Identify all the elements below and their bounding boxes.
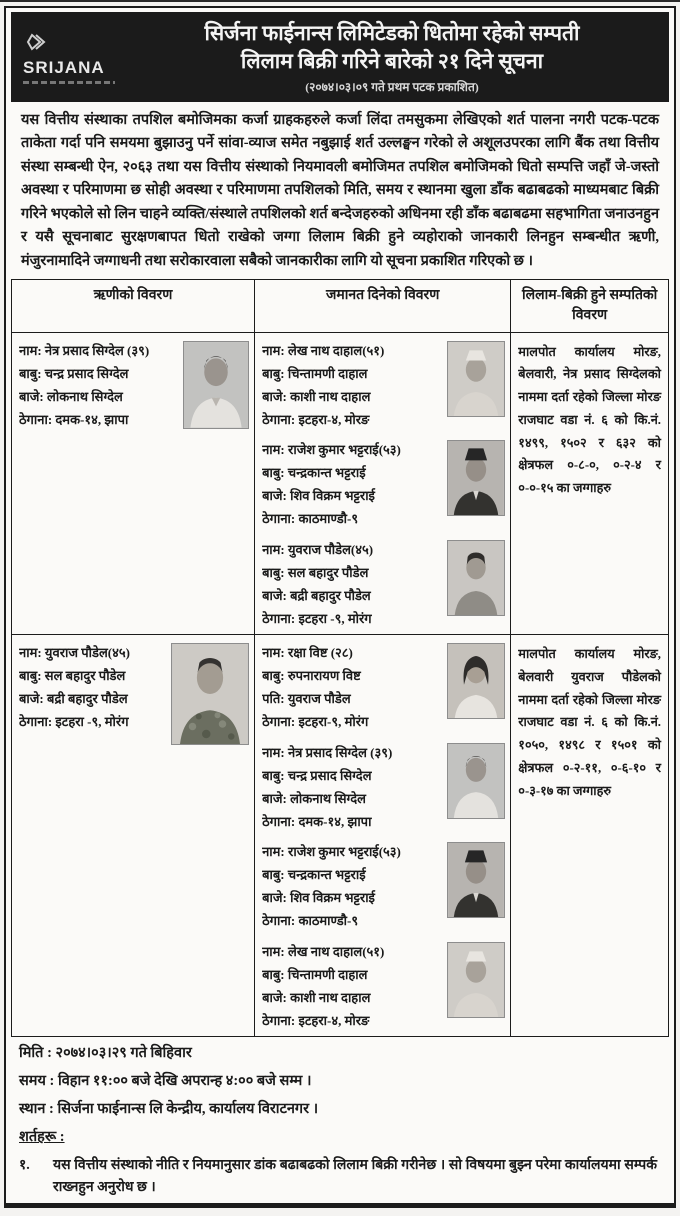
masthead bbox=[11, 12, 669, 102]
debtor-2 bbox=[19, 641, 249, 745]
person-father: बाबु: चन्द्रकान्त भट्टराई bbox=[262, 465, 366, 481]
conditions-label: शर्तहरू : bbox=[19, 1129, 65, 1146]
logo-wordmark: SRIJANA bbox=[23, 57, 105, 77]
debtor-cell-2 bbox=[12, 635, 255, 1037]
person-father: बाबु: चन्द्र प्रसाद सिग्देल bbox=[19, 365, 129, 381]
person-address: ठेगाना: इटहरा -९, मोरंग bbox=[19, 714, 129, 730]
guarantor-2-3-photo bbox=[447, 842, 505, 918]
srijana-knot-icon bbox=[25, 31, 51, 58]
debtor-1-photo bbox=[183, 341, 249, 429]
table-row bbox=[12, 635, 669, 1037]
person-father: बाबु: चिन्तामणी दाहाल bbox=[262, 365, 368, 381]
person-address: ठेगाना: इटहरा-४, मोरङ bbox=[262, 1012, 370, 1028]
person-father: बाबु: रुपनारायण विष्ट bbox=[262, 668, 361, 684]
person-name: नाम: युवराज पौडेल(४५) bbox=[19, 645, 130, 661]
person-address: ठेगाना: इटहरा-४, मोरङ bbox=[262, 411, 370, 427]
person-father: बाबु: सल बहादुर पौडेल bbox=[19, 668, 126, 684]
auction-date: मिति : २०७४।०३।२९ गते बिहिवार bbox=[19, 1045, 192, 1062]
person-husband: पति: युवराज पौडेल bbox=[262, 691, 351, 707]
guarantor-1-2 bbox=[262, 438, 505, 531]
col-header-property: लिलाम-बिक्री हुने सम्पतिको विवरण bbox=[511, 280, 669, 332]
guarantor-1-3 bbox=[262, 538, 505, 631]
person-grandfather: बाजे: लोकनाथ सिग्देल bbox=[19, 388, 123, 404]
person-name: नाम: राजेश कुमार भट्टराई(५३) bbox=[262, 442, 401, 458]
scan-edge-line bbox=[0, 0, 680, 2]
guarantor-cell-1 bbox=[255, 332, 511, 635]
person-name: नाम: युवराज पौडेल(४५) bbox=[262, 541, 374, 557]
person-grandfather: बाजे: काशी नाथ दाहाल bbox=[262, 989, 371, 1005]
person-address: ठेगाना: काठमाण्डौ-९ bbox=[262, 511, 359, 527]
person-name: नाम: लेख नाथ दाहाल(५१) bbox=[262, 943, 385, 959]
auction-place: स्थान : सिर्जना फाईनान्स लि केन्द्रीय, कार्यालय विराटनगर । bbox=[19, 1101, 319, 1118]
person-father: बाबु: चन्द्रकान्त भट्टराई bbox=[262, 867, 366, 883]
person-name: नाम: लेख नाथ दाहाल(५१) bbox=[262, 342, 385, 358]
property-description: मालपोत कार्यालय मोरङ, बेलवारी, नेत्र प्रसाद सिग्देलको नाममा दर्ता रहेको जिल्ला मोरङ राजघाट वडा नं. ६ को कि.नं. १४९९, १५०२ र ६३२ को क्षेत्रफल ०-८-०, ०-२-४ र ०-०-१५ का जग्गाहरु bbox=[518, 344, 661, 496]
guarantor-2-4 bbox=[262, 940, 505, 1033]
person-address: ठेगाना: दमक-१४, झापा bbox=[262, 813, 372, 829]
person-grandfather: बाजे: लोकनाथ सिग्देल bbox=[262, 790, 366, 806]
person-name: नाम: नेत्र प्रसाद सिग्देल (३९) bbox=[19, 342, 150, 358]
col-header-debtor: ऋणीको विवरण bbox=[12, 280, 255, 332]
auction-table bbox=[11, 279, 669, 1037]
intro-paragraph: यस वित्तीय संस्थाका तपशिल बमोजिमका कर्जा ग्राहकहरुले कर्जा लिंदा तमसुकमा लेखिएको शर्त पालना नगरी पटक-पटक ताकेता गर्दा पनि समयमा बुझाउनु पर्ने सांवा-व्याज समेत नबुझाई शर्त उल्लङ्घन गरेको ले अशूलउपरका लागि बैंक तथा वित्तीय संस्था सम्बन्धी ऐन, २०६३ तथा यस वित्तीय संस्थाको नियमावली बमोजिमत तपशिल बमोजिमको धितो सम्पत्ति जहाँ जे-जस्तो अवस्था र परिमाणमा छ सोही अवस्था र परिमाणमा तपशिलको मिति, समय र स्थानमा खुला डाँक बढाबढको माध्यमबाट बिक्री गरिने भएकोले सो लिन चाहने व्यक्ति/संस्थाले तपशिलको शर्त बन्देजहरुको अधिनमा रही डाँक बढाबढमा सहभागिता जनाउनहुन र यसै सूचनाबाट सुरक्षणबापत धितो राखेको जग्गा लिलाम बिक्री हुने व्यहोराको जानकारी लिनहुन सम्बन्धीत ऋणी, मंजुरनामादिने जग्गाधनी तथा सरोकारवाला सबैको जानकारीका लागि यो सूचना प्रकाशित गरिएको छ । bbox=[21, 112, 659, 269]
person-address: ठेगाना: दमक-१४, झापा bbox=[19, 411, 129, 427]
guarantor-1-1-photo bbox=[447, 341, 505, 417]
person-grandfather: बाजे: काशी नाथ दाहाल bbox=[262, 388, 371, 404]
table-header-row bbox=[12, 280, 669, 332]
guarantor-2-2 bbox=[262, 741, 505, 834]
guarantor-2-4-photo bbox=[447, 942, 505, 1018]
person-address: ठेगाना: काठमाण्डौ-९ bbox=[262, 913, 359, 929]
person-grandfather: बाजे: बद्री बहादुर पौडेल bbox=[262, 587, 371, 603]
person-father: बाबु: सल बहादुर पौडेल bbox=[262, 564, 369, 580]
condition-item-1 bbox=[19, 1155, 661, 1198]
guarantor-2-3 bbox=[262, 840, 505, 933]
debtor-2-photo bbox=[171, 643, 249, 745]
person-name: नाम: नेत्र प्रसाद सिग्देल (३९) bbox=[262, 744, 393, 760]
guarantor-2-1-photo bbox=[447, 643, 505, 719]
person-address: ठेगाना: इटहरा -९, मोरंग bbox=[262, 610, 372, 626]
guarantor-1-3-photo bbox=[447, 540, 505, 616]
srijana-logo bbox=[23, 31, 127, 84]
debtor-cell-1 bbox=[12, 332, 255, 635]
logo-tagline-rule bbox=[23, 81, 115, 84]
person-father: बाबु: चन्द्र प्रसाद सिग्देल bbox=[262, 767, 372, 783]
guarantor-cell-2 bbox=[255, 635, 511, 1037]
person-address: ठेगाना: इटहरा-९, मोरंग bbox=[262, 714, 369, 730]
table-row bbox=[12, 332, 669, 635]
notice-title-line1: सिर्जना फाईनान्स लिमिटेडको धितोमा रहेको सम्पती bbox=[204, 20, 580, 45]
person-father: बाबु: चिन्तामणी दाहाल bbox=[262, 966, 368, 982]
first-published-date: (२०७४।०३।०९ गते प्रथम पटक प्रकाशित) bbox=[305, 80, 479, 95]
property-cell-2 bbox=[511, 635, 669, 1037]
notice-frame bbox=[4, 6, 676, 1208]
debtor-1 bbox=[19, 339, 249, 432]
notice-titles bbox=[127, 19, 657, 96]
auction-time: समय : विहान ११:०० बजे देखि अपरान्ह ४:०० बजे सम्म । bbox=[19, 1073, 312, 1090]
person-grandfather: बाजे: बद्री बहादुर पौडेल bbox=[19, 691, 128, 707]
person-grandfather: बाजे: शिव विक्रम भट्टराई bbox=[262, 488, 375, 504]
guarantor-2-1 bbox=[262, 641, 505, 734]
property-cell-1 bbox=[511, 332, 669, 635]
condition-number: १. bbox=[19, 1158, 30, 1174]
footer bbox=[11, 1037, 669, 1199]
notice-title-line2: लिलाम बिक्री गरिने बारेको २१ दिने सूचना bbox=[240, 49, 544, 73]
person-name: नाम: राजेश कुमार भट्टराई(५३) bbox=[262, 844, 401, 860]
property-description: मालपोत कार्यालय मोरङ, बेलवारी युवराज पौडेलको नाममा दर्ता रहेको जिल्ला मोरङ राजघाट वडा नं. ६ को कि.नं. १०५०, १४९८ र १५०१ को क्षेत्रफल ०-२-११, ०-६-१० र ०-३-१७ का जग्गाहरु bbox=[518, 647, 661, 798]
guarantor-1-1 bbox=[262, 339, 505, 432]
guarantor-2-2-photo bbox=[447, 743, 505, 819]
person-grandfather: बाजे: शिव विक्रम भट्टराई bbox=[262, 890, 375, 906]
condition-text: यस वित्तीय संस्थाको नीति र नियमानुसार डांक बढाबढको लिलाम बिक्री गरीनेछ । सो विषयमा बुझ्न परेमा कार्यालयमा सम्पर्क राख्नहुन अनुरोध छ । bbox=[53, 1158, 657, 1195]
col-header-guarantor: जमानत दिनेको विवरण bbox=[255, 280, 511, 332]
person-name: नाम: रक्षा विष्ट (२८) bbox=[262, 645, 353, 661]
guarantor-1-2-photo bbox=[447, 440, 505, 516]
